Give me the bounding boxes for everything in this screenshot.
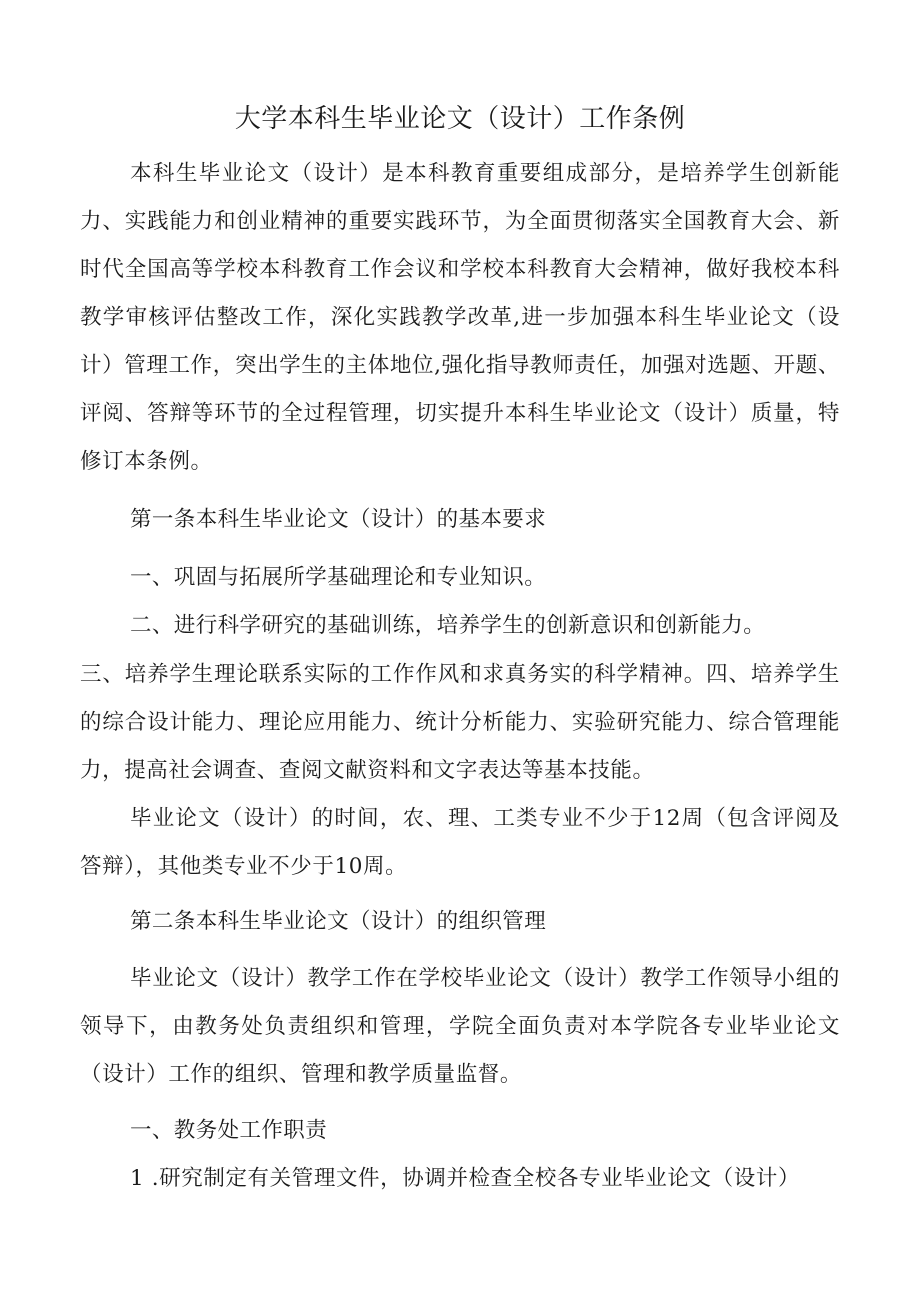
article-1-time-paragraph: 毕业论文（设计）的时间，农、理、工类专业不少于12周（包含评阅及答辩），其他类专业不少于10周。: [80, 806, 840, 879]
article-2-body: 毕业论文（设计）教学工作在学校毕业论文（设计）教学工作领导小组的领导下，由教务处负责组织和管理，学院全面负责对本学院各专业毕业论文（设计）工作的组织、管理和教学质量监督。: [80, 966, 840, 1087]
article-1-heading: 第一条本科生毕业论文（设计）的基本要求: [130, 507, 547, 532]
document-title: 大学本科生毕业论文（设计）工作条例: [234, 104, 686, 134]
section-1-heading: 一、教务处工作职责: [130, 1118, 328, 1143]
intro-paragraph: 本科生毕业论文（设计）是本科教育重要组成部分，是培养学生创新能力、实践能力和创业精神的重要实践环节，为全面贯彻落实全国教育大会、新时代全国高等学校本科教育工作会议和学校本科教育大会精神，做好我校本科教学审核评估整改工作，深化实践教学改革,进一步加强本科生毕业论文（设计）管理工作，突出学生的主体地位,强化指导教师责任，加强对选题、开题、评阅、答辩等环节的全过程管理，切实提升本科生毕业论文（设计）质量，特修订本条例。: [80, 161, 840, 474]
article-2-heading: 第二条本科生毕业论文（设计）的组织管理: [130, 909, 547, 934]
article-1-items-3-4: 三、培养学生理论联系实际的工作作风和求真务实的科学精神。四、培养学生的综合设计能力、理论应用能力、统计分析能力、实验研究能力、综合管理能力，提高社会调查、查阅文献资料和文字表达等基本技能。: [80, 662, 840, 783]
article-1-item-2: 二、进行科学研究的基础训练，培养学生的创新意识和创新能力。: [130, 613, 766, 638]
article-1-item-1: 一、巩固与拓展所学基础理论和专业知识。: [130, 565, 547, 590]
section-1-item-1: 1 .研究制定有关管理文件，协调并检查全校各专业毕业论文（设计）: [130, 1166, 801, 1191]
